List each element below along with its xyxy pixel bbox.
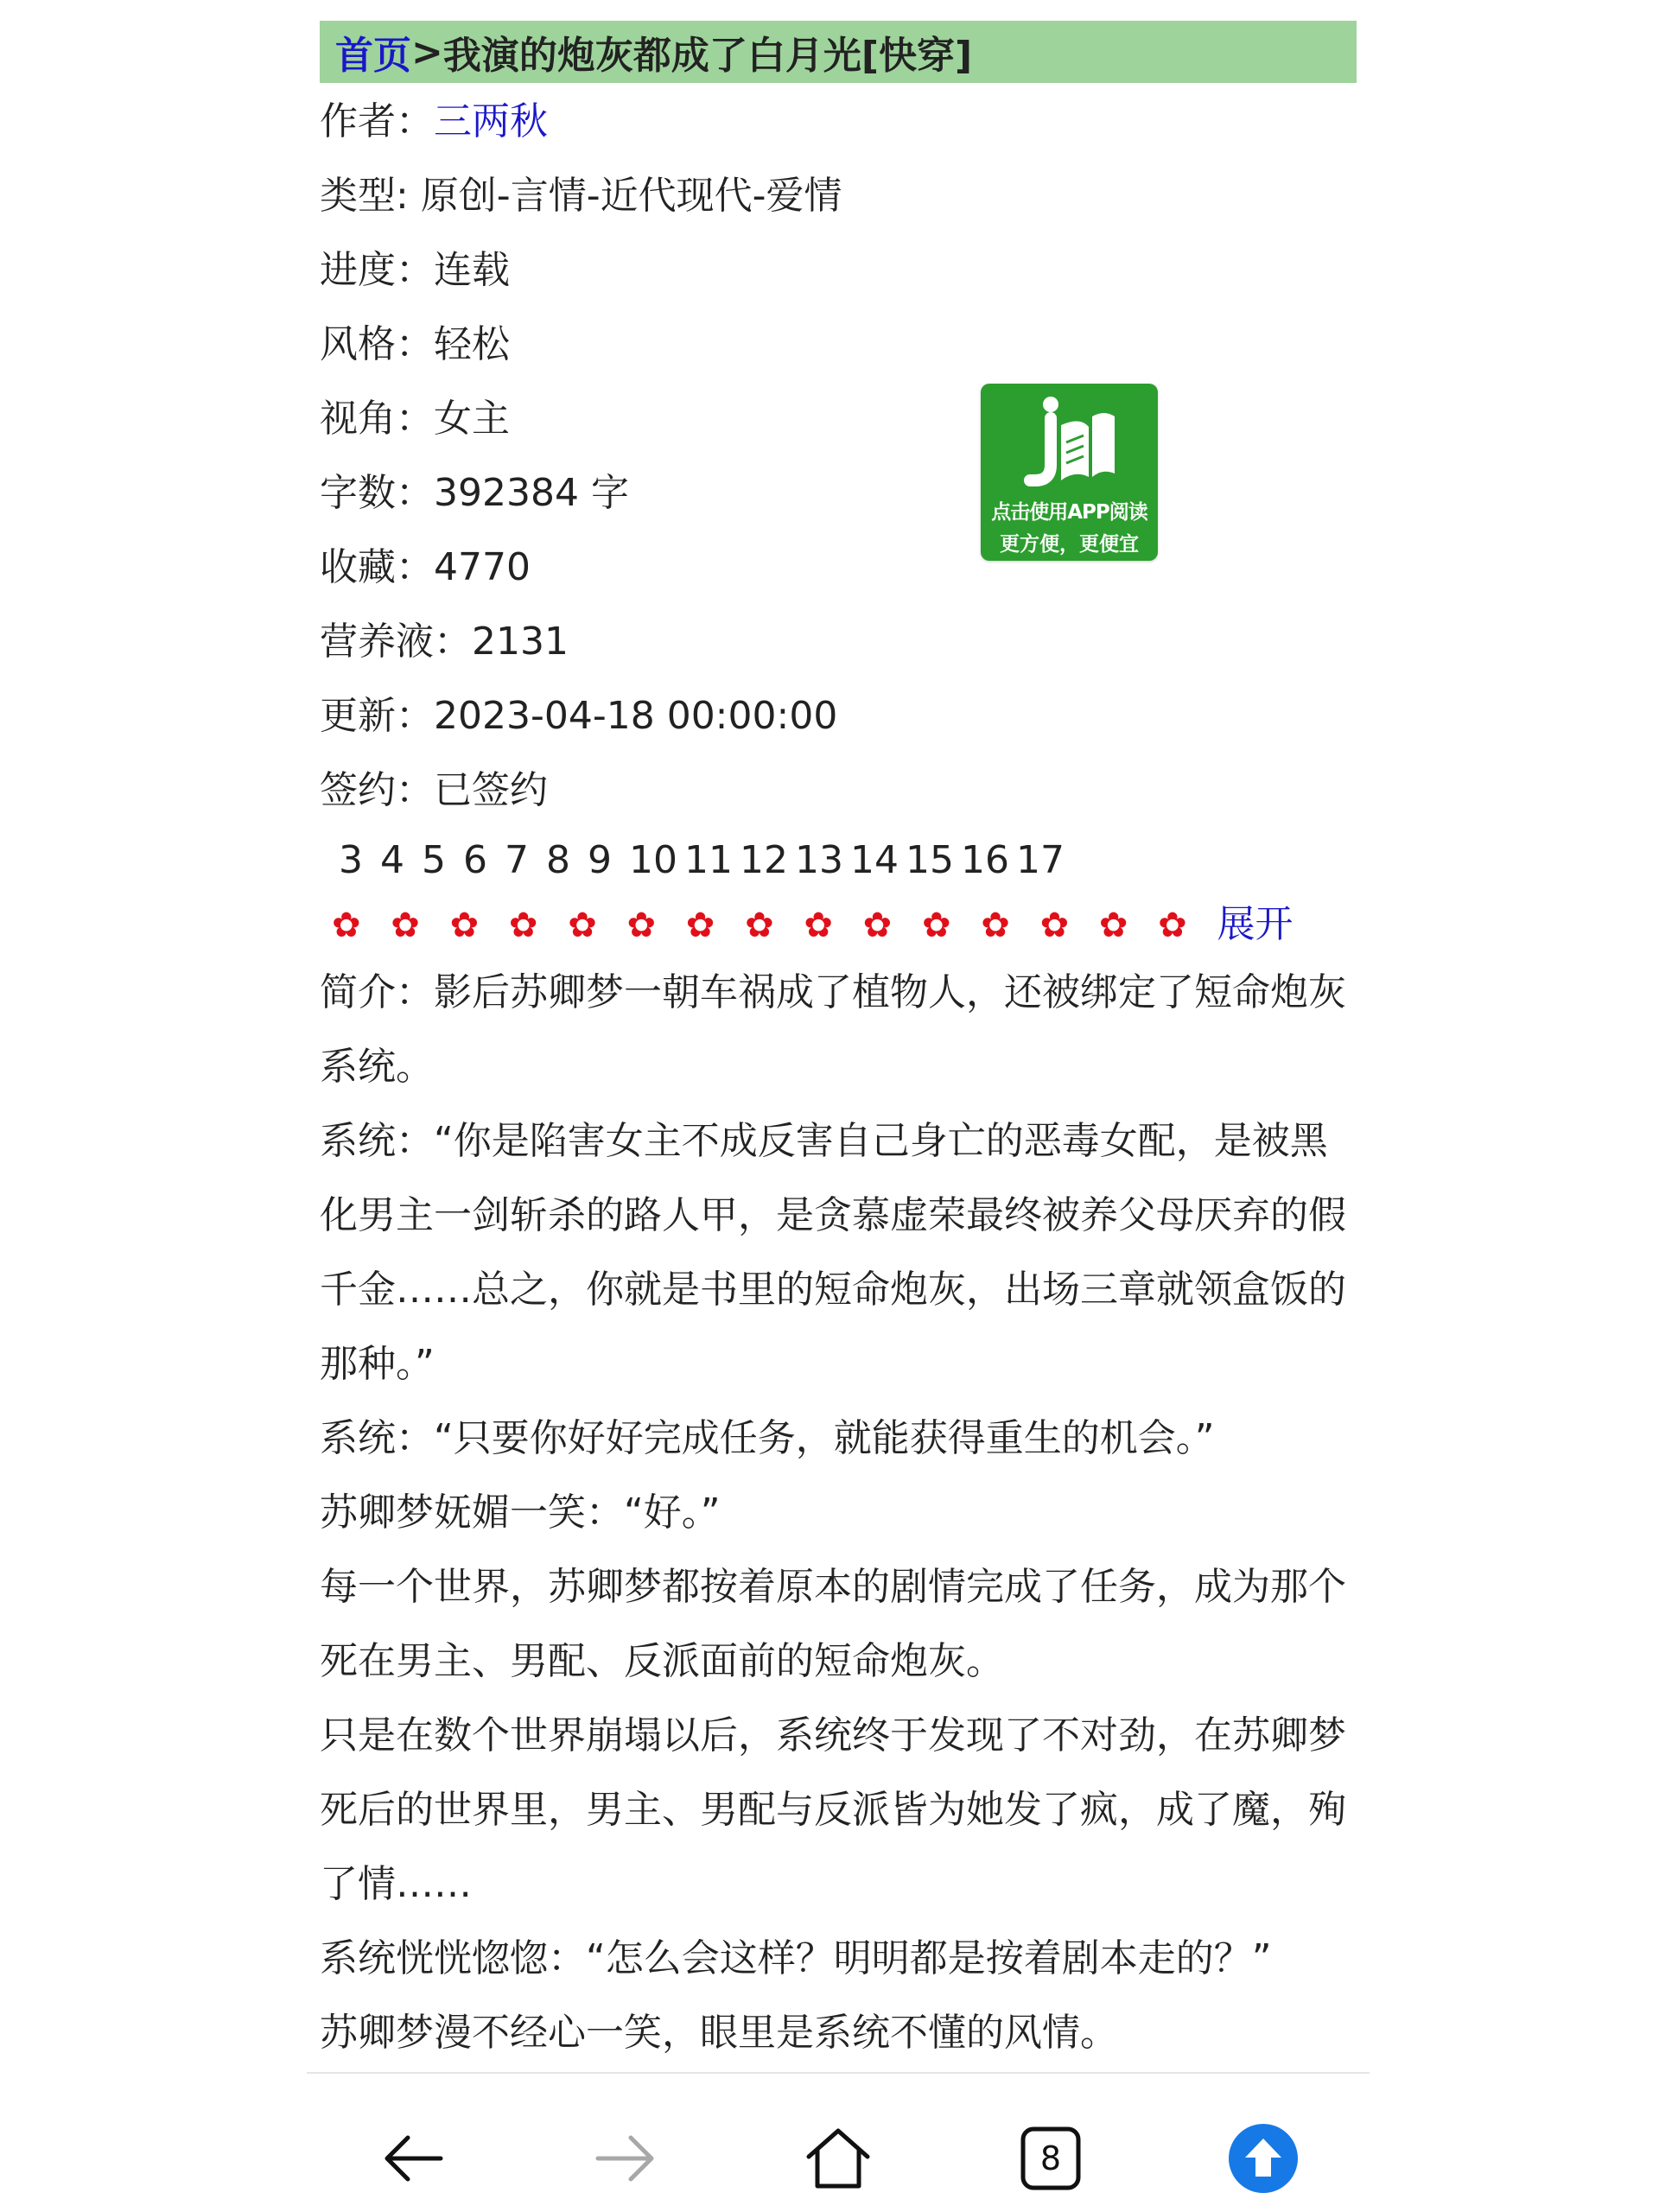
flower-icon: ✿: [391, 906, 420, 945]
forward-arrow-icon: [591, 2124, 660, 2193]
info-label: 字数：: [320, 471, 434, 515]
info-style: [320, 308, 1357, 382]
intro-paragraph: 只是在数个世界崩塌以后，系统终于发现了不对劲，在苏卿梦死后的世界里，男主、男配与反派皆为她发了疯，成了魔，殉了情……: [320, 1713, 1346, 1906]
browser-bottom-bar: [0, 2115, 1659, 2202]
chapter-link[interactable]: 8: [546, 838, 570, 882]
book-title: 我演的炮灰都成了白月光[快穿]: [442, 34, 973, 78]
book-info: [320, 85, 1357, 828]
info-label: 风格：: [320, 322, 434, 366]
chapter-link[interactable]: 15: [906, 838, 954, 882]
chapter-link[interactable]: 12: [740, 838, 788, 882]
info-progress: [320, 233, 1357, 308]
flower-icon: ✿: [1098, 906, 1128, 945]
intro-paragraph: 系统恍恍惚惚：“怎么会这样？明明都是按着剧本走的？”: [320, 1936, 1272, 1980]
chapter-link[interactable]: 16: [961, 838, 1009, 882]
chapter-link[interactable]: 11: [684, 838, 733, 882]
info-value: 轻松: [434, 322, 510, 366]
info-author: [320, 85, 1357, 159]
flower-icon: ✿: [804, 906, 833, 945]
flower-icon: ✿: [862, 906, 893, 945]
flower-icon: ✿: [685, 906, 715, 945]
flower-icon: ✿: [568, 906, 597, 945]
book-logo-icon: [1018, 391, 1122, 494]
app-badge-line1: 点击使用APP阅读: [991, 501, 1147, 524]
info-value: 2023-04-18 00:00:00: [434, 694, 838, 738]
chapter-link[interactable]: 10: [629, 838, 677, 882]
info-label: 营养液：: [320, 620, 472, 664]
back-arrow-icon: [378, 2124, 448, 2193]
intro-paragraph: 苏卿梦妩媚一笑：“好。”: [320, 1491, 721, 1535]
info-value: 已签约: [434, 768, 548, 812]
breadcrumb-separator: >: [411, 29, 443, 74]
intro-paragraph: 系统：“只要你好好完成任务，就能获得重生的机会。”: [320, 1416, 1215, 1460]
author-link[interactable]: 三两秋: [434, 99, 548, 143]
info-word-count: [320, 456, 1357, 531]
flower-icon: ✿: [449, 906, 480, 945]
info-label: 更新：: [320, 694, 434, 738]
chapter-link[interactable]: 13: [795, 838, 843, 882]
info-label: 作者：: [320, 99, 434, 143]
info-value: 连载: [434, 248, 510, 292]
home-link[interactable]: 首页: [335, 34, 411, 78]
info-perspective: [320, 382, 1357, 456]
info-label: 进度：: [320, 248, 434, 292]
info-genre: [320, 159, 1357, 233]
chapter-link[interactable]: 17: [1016, 838, 1065, 882]
info-value: 女主: [434, 397, 510, 441]
forward-button[interactable]: [582, 2115, 669, 2202]
flower-icon: ✿: [626, 906, 656, 945]
flower-icon: ✿: [332, 906, 361, 945]
bottom-divider: [307, 2072, 1370, 2074]
info-value: 4770: [434, 545, 531, 589]
info-label: 签约：: [320, 768, 434, 812]
info-contract: [320, 753, 1357, 828]
info-label: 类型:: [320, 174, 421, 218]
flower-icon: ✿: [1158, 906, 1187, 945]
chapter-link[interactable]: 6: [463, 838, 487, 882]
chapter-link[interactable]: 7: [505, 838, 529, 882]
flower-icon: ✿: [921, 906, 951, 945]
info-nutrients: [320, 605, 1357, 679]
info-favorites: [320, 531, 1357, 605]
intro-paragraph: 每一个世界，苏卿梦都按着原本的剧情完成了任务，成为那个死在男主、男配、反派面前的短命炮灰。: [320, 1565, 1346, 1683]
intro-paragraph: 简介：影后苏卿梦一朝车祸成了植物人，还被绑定了短命炮灰系统。: [320, 970, 1346, 1089]
flower-icon: ✿: [981, 906, 1010, 945]
book-intro: [320, 956, 1357, 2070]
open-in-app-badge[interactable]: [981, 384, 1158, 561]
back-button[interactable]: [370, 2115, 456, 2202]
chapter-link[interactable]: 3: [339, 838, 363, 882]
chapter-link[interactable]: 9: [588, 838, 612, 882]
page-content: [320, 21, 1357, 2070]
chapter-link[interactable]: 5: [422, 838, 446, 882]
home-icon: [802, 2122, 874, 2195]
scroll-to-top-button[interactable]: [1220, 2115, 1306, 2202]
info-label: 收藏：: [320, 545, 434, 589]
info-value: 392384 字: [434, 471, 629, 515]
info-updated: [320, 679, 1357, 753]
flower-icon: ✿: [745, 906, 774, 945]
scroll-top-icon: [1226, 2121, 1300, 2196]
chapter-link[interactable]: 4: [380, 838, 404, 882]
info-value: 2131: [472, 620, 569, 664]
app-badge-line2: 更方便，更便宜: [1000, 533, 1139, 556]
info-label: 视角：: [320, 397, 434, 441]
flower-icon: ✿: [508, 906, 538, 945]
breadcrumb-bar: [320, 21, 1357, 83]
flower-rating-row: [320, 893, 1357, 956]
home-button[interactable]: [795, 2115, 881, 2202]
tabs-icon: [1016, 2124, 1085, 2193]
chapter-link[interactable]: 14: [850, 838, 899, 882]
intro-paragraph: 系统：“你是陷害女主不成反害自己身亡的恶毒女配，是被黑化男主一剑斩杀的路人甲，是贪慕虚荣最终被养父母厌弃的假千金……总之，你就是书里的短命炮灰，出场三章就领盒饭的那种。”: [320, 1119, 1346, 1386]
flower-icon: ✿: [1039, 906, 1070, 945]
tab-count: 8: [1039, 2139, 1062, 2177]
expand-link[interactable]: 展开: [1217, 902, 1294, 946]
chapter-number-row: [320, 828, 1357, 893]
intro-paragraph: 苏卿梦漫不经心一笑，眼里是系统不懂的风情。: [320, 2011, 1118, 2055]
info-value: 原创-言情-近代现代-爱情: [420, 174, 842, 218]
tabs-button[interactable]: [1007, 2115, 1094, 2202]
